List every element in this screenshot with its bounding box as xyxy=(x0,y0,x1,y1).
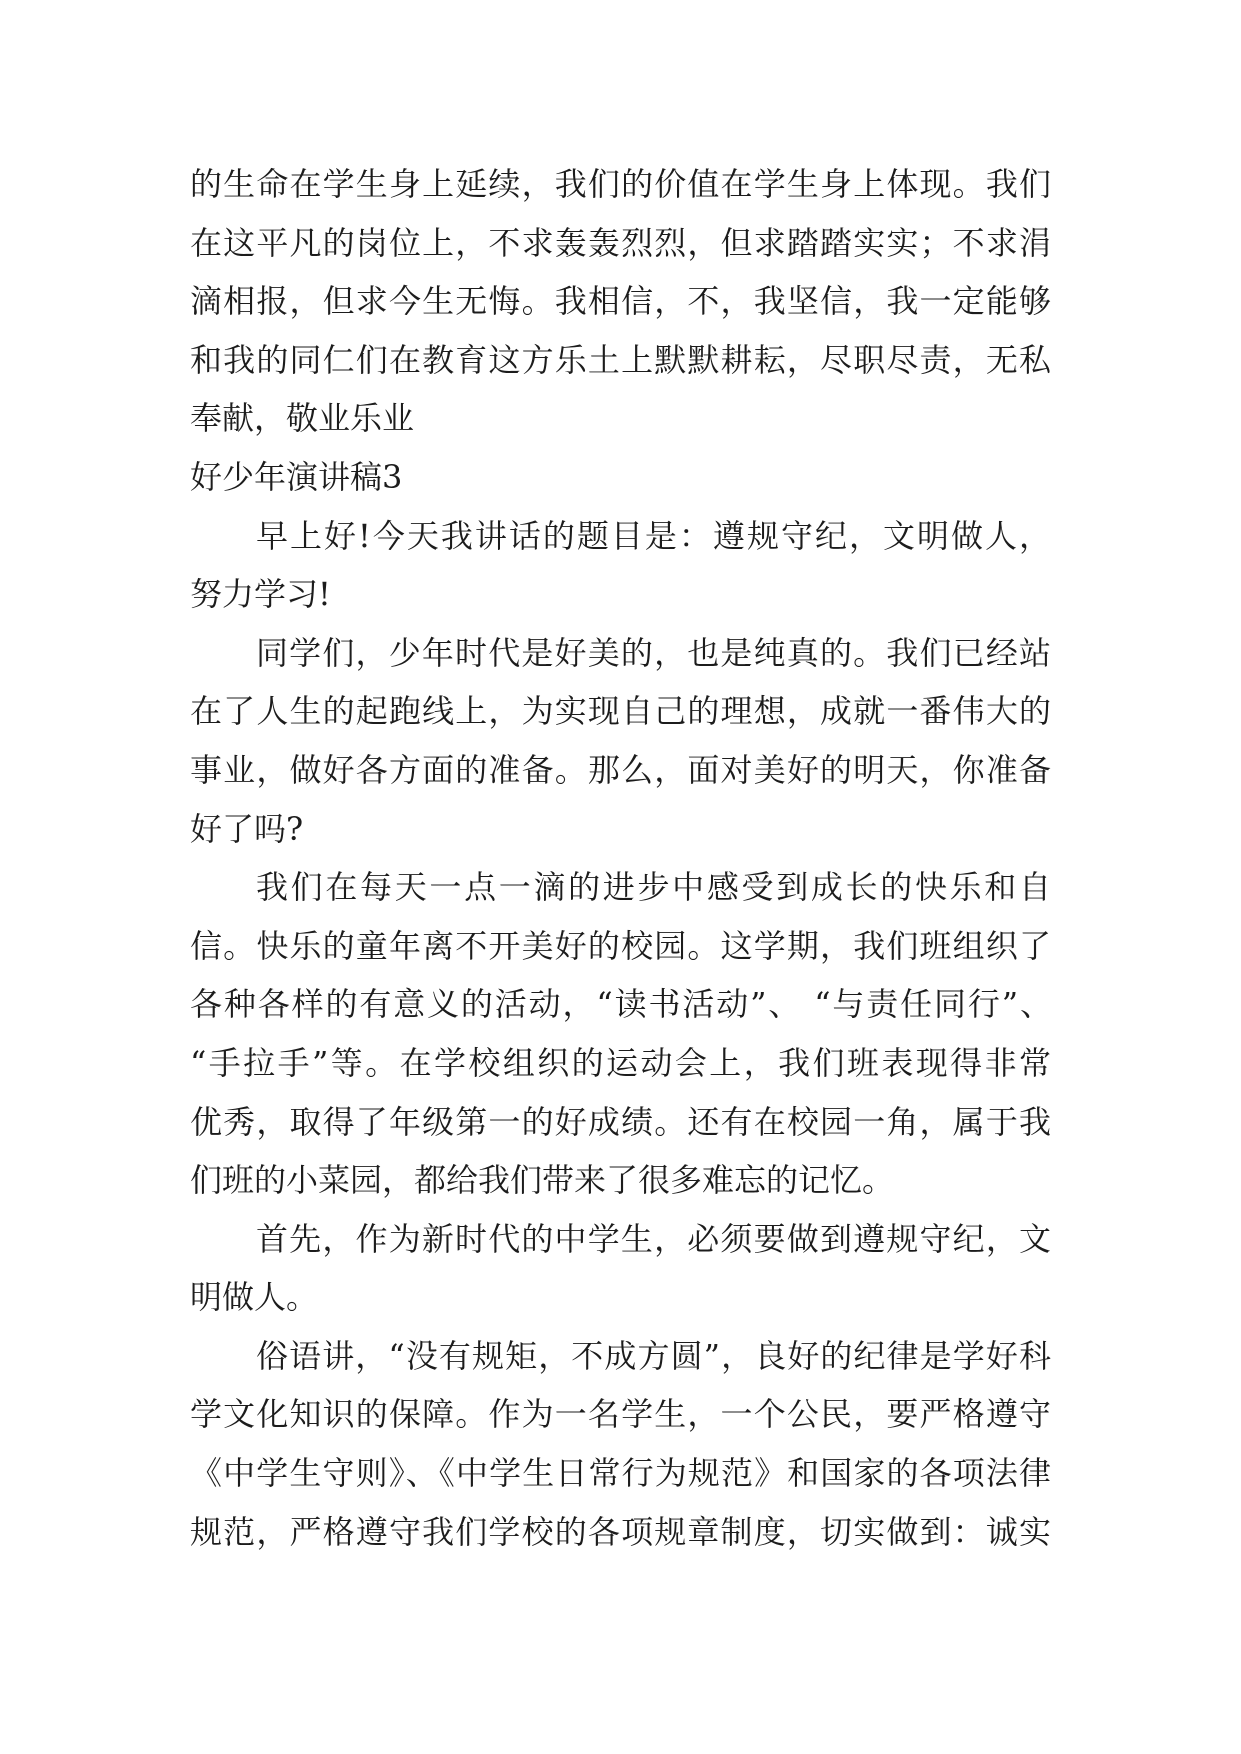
text-line: 各种各样的有意义的活动，“读书活动”、 “与责任同行”、 xyxy=(190,985,1051,1024)
text-line: 首先，作为新时代的中学生，必须要做到遵规守纪，文 xyxy=(256,1219,1051,1258)
text-line: 规范，严格遵守我们学校的各项规章制度，切实做到：诚实 xyxy=(190,1512,1051,1551)
paragraph xyxy=(190,624,1051,858)
text-line: 在这平凡的岗位上，不求轰轰烈烈，但求踏踏实实；不求涓 xyxy=(190,223,1051,262)
text-line: 优秀，取得了年级第一的好成绩。还有在校园一角，属于我 xyxy=(190,1102,1051,1141)
text-line: 俗语讲，“没有规矩，不成方圆”，良好的纪律是学好科 xyxy=(256,1336,1051,1375)
text-line: 明做人。 xyxy=(190,1278,319,1317)
text-line: 信。快乐的童年离不开美好的校园。这学期，我们班组织了 xyxy=(190,926,1051,965)
text-line: 我们在每天一点一滴的进步中感受到成长的快乐和自 xyxy=(256,868,1051,907)
text-line: 奉献，敬业乐业 xyxy=(190,399,415,438)
text-line: 同学们，少年时代是好美的，也是纯真的。我们已经站 xyxy=(256,633,1051,672)
section-heading: 好少年演讲稿3 xyxy=(190,457,403,496)
text-line: 早上好!今天我讲话的题目是：遵规守纪，文明做人， xyxy=(256,516,1051,555)
paragraph xyxy=(190,507,1051,624)
text-line: 好了吗? xyxy=(190,809,304,848)
text-line: 滴相报，但求今生无悔。我相信，不，我坚信，我一定能够 xyxy=(190,282,1051,321)
paragraph xyxy=(190,1210,1051,1327)
text-line: “手拉手”等。在学校组织的运动会上，我们班表现得非常 xyxy=(190,1043,1051,1082)
text-line: 们班的小菜园，都给我们带来了很多难忘的记忆。 xyxy=(190,1161,895,1200)
paragraph xyxy=(190,1327,1051,1561)
text-line: 事业，做好各方面的准备。那么，面对美好的明天，你准备 xyxy=(190,750,1051,789)
text-line: 的生命在学生身上延续，我们的价值在学生身上体现。我们 xyxy=(190,165,1051,203)
text-line: 努力学习! xyxy=(190,575,331,614)
text-line: 《中学生守则》、《中学生日常行为规范》和国家的各项法律 xyxy=(190,1454,1051,1493)
text-line: 学文化知识的保障。作为一名学生，一个公民，要严格遵守 xyxy=(190,1395,1051,1434)
text-line: 在了人生的起跑线上，为实现自己的理想，成就一番伟大的 xyxy=(190,692,1051,731)
document-body xyxy=(190,155,1051,1561)
paragraph-continued xyxy=(190,155,1051,448)
paragraph xyxy=(190,858,1051,1210)
text-line: 和我的同仁们在教育这方乐土上默默耕耘，尽职尽责，无私 xyxy=(190,340,1051,379)
